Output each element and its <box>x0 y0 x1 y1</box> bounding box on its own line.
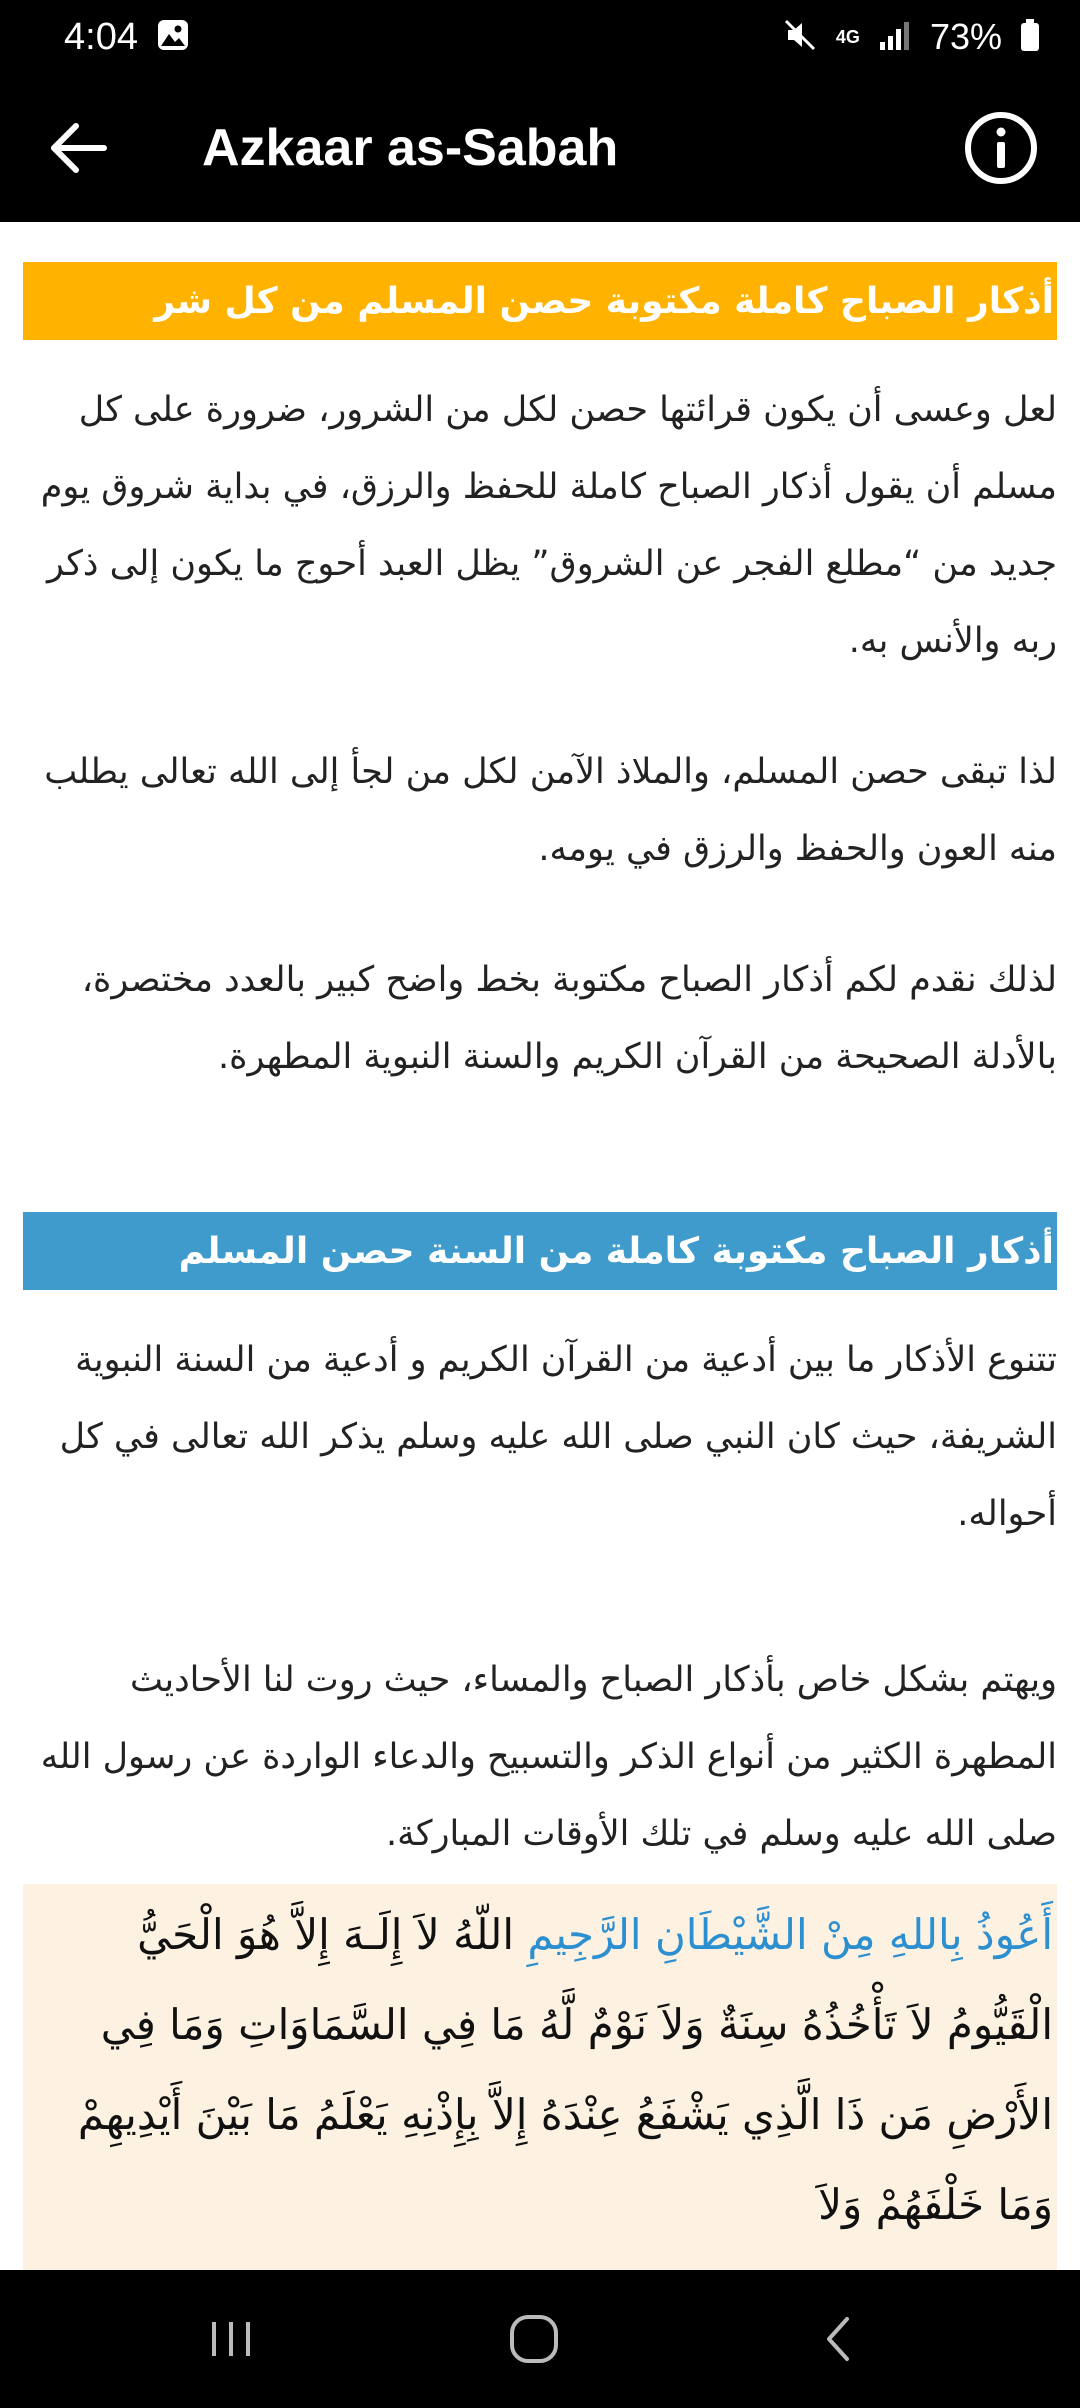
article-content[interactable] <box>0 222 1080 2270</box>
paragraph-4: تتنوع الأذكار ما بين أدعية من القرآن الكريم و أدعية من السنة النبوية الشريفة، حيث كان النبي صلى الله عليه وسلم يذكر الله تعالى في كل أحواله. <box>59 1340 1057 1534</box>
system-nav-bar <box>0 2270 1080 2408</box>
recents-button[interactable] <box>172 2270 292 2408</box>
section-heading-1: أذكار الصباح كاملة مكتوبة حصن المسلم من كل شر <box>23 262 1057 340</box>
network-type: 4G <box>835 27 860 47</box>
signal-icon <box>878 20 912 55</box>
ayat-al-kursi-text: اللّهُ لاَ إِلَـهَ إِلاَّ هُوَ الْحَيُّ الْقَيُّومُ لاَ تَأْخُذُهُ سِنَةٌ وَلاَ نَوْمٌ لَّهُ مَا فِي السَّمَاوَاتِ وَمَا فِي الأَرْضِ مَن ذَا الَّذِي يَشْفَعُ عِنْدَهُ إِلاَّ بِإِذْنِهِ يَعْلَمُ مَا بَيْنَ أَيْدِيهِمْ وَمَا خَلْفَهُمْ وَلاَ <box>77 1910 1053 2229</box>
home-button[interactable] <box>474 2270 594 2408</box>
info-circle-icon <box>962 109 1040 187</box>
quran-verse-box <box>23 1884 1057 2270</box>
nav-back-icon <box>813 2309 863 2369</box>
paragraph-5: ويهتم بشكل خاص بأذكار الصباح والمساء، حيث روت لنا الأحاديث المطهرة الكثير من أنواع الذكر والتسبيح والدعاء الواردة عن رسول الله صلى الله عليه وسلم في تلك الأوقات المباركة. <box>40 1660 1057 1854</box>
arrow-left-icon <box>46 116 110 180</box>
app-bar <box>0 74 1080 222</box>
status-right <box>782 16 1040 58</box>
istiadha-text: أَعُوذُ بِاللهِ مِنْ الشَّيْطَانِ الرَّجِيمِ <box>527 1910 1053 1959</box>
section-heading-2: أذكار الصباح مكتوبة كاملة من السنة حصن المسلم <box>23 1212 1057 1290</box>
status-bar <box>0 0 1080 74</box>
paragraph-1: لعل وعسى أن يكون قرائتها حصن لكل من الشرور، ضرورة على كل مسلم أن يقول أذكار الصباح كاملة للحفظ والرزق، في بداية شروق يوم جديد من “مطلع الفجر عن الشروق” يظل العبد أحوج ما يكون إلى ذكر ربه والأنس به. <box>40 390 1057 661</box>
page-title: Azkaar as-Sabah <box>202 119 619 177</box>
recents-icon <box>202 2314 262 2364</box>
paragraph-2: لذا تبقى حصن المسلم، والملاذ الآمن لكل من لجأ إلى الله تعالى يطلب منه العون والحفظ والرزق في يومه. <box>44 752 1057 869</box>
battery-icon <box>1020 18 1040 57</box>
nav-back-button[interactable] <box>778 2270 898 2408</box>
info-button[interactable] <box>962 109 1040 187</box>
mute-icon <box>782 17 818 58</box>
status-left <box>64 16 190 59</box>
paragraph-3: لذلك نقدم لكم أذكار الصباح مكتوبة بخط واضح كبير بالعدد مختصرة، بالأدلة الصحيحة من القرآن الكريم والسنة النبوية المطهرة. <box>81 960 1057 1077</box>
gallery-notification-icon <box>156 18 190 57</box>
back-button[interactable] <box>40 110 116 186</box>
battery-percentage: 73% <box>929 16 1002 57</box>
home-icon <box>504 2309 564 2369</box>
status-time: 4:04 <box>64 15 138 58</box>
